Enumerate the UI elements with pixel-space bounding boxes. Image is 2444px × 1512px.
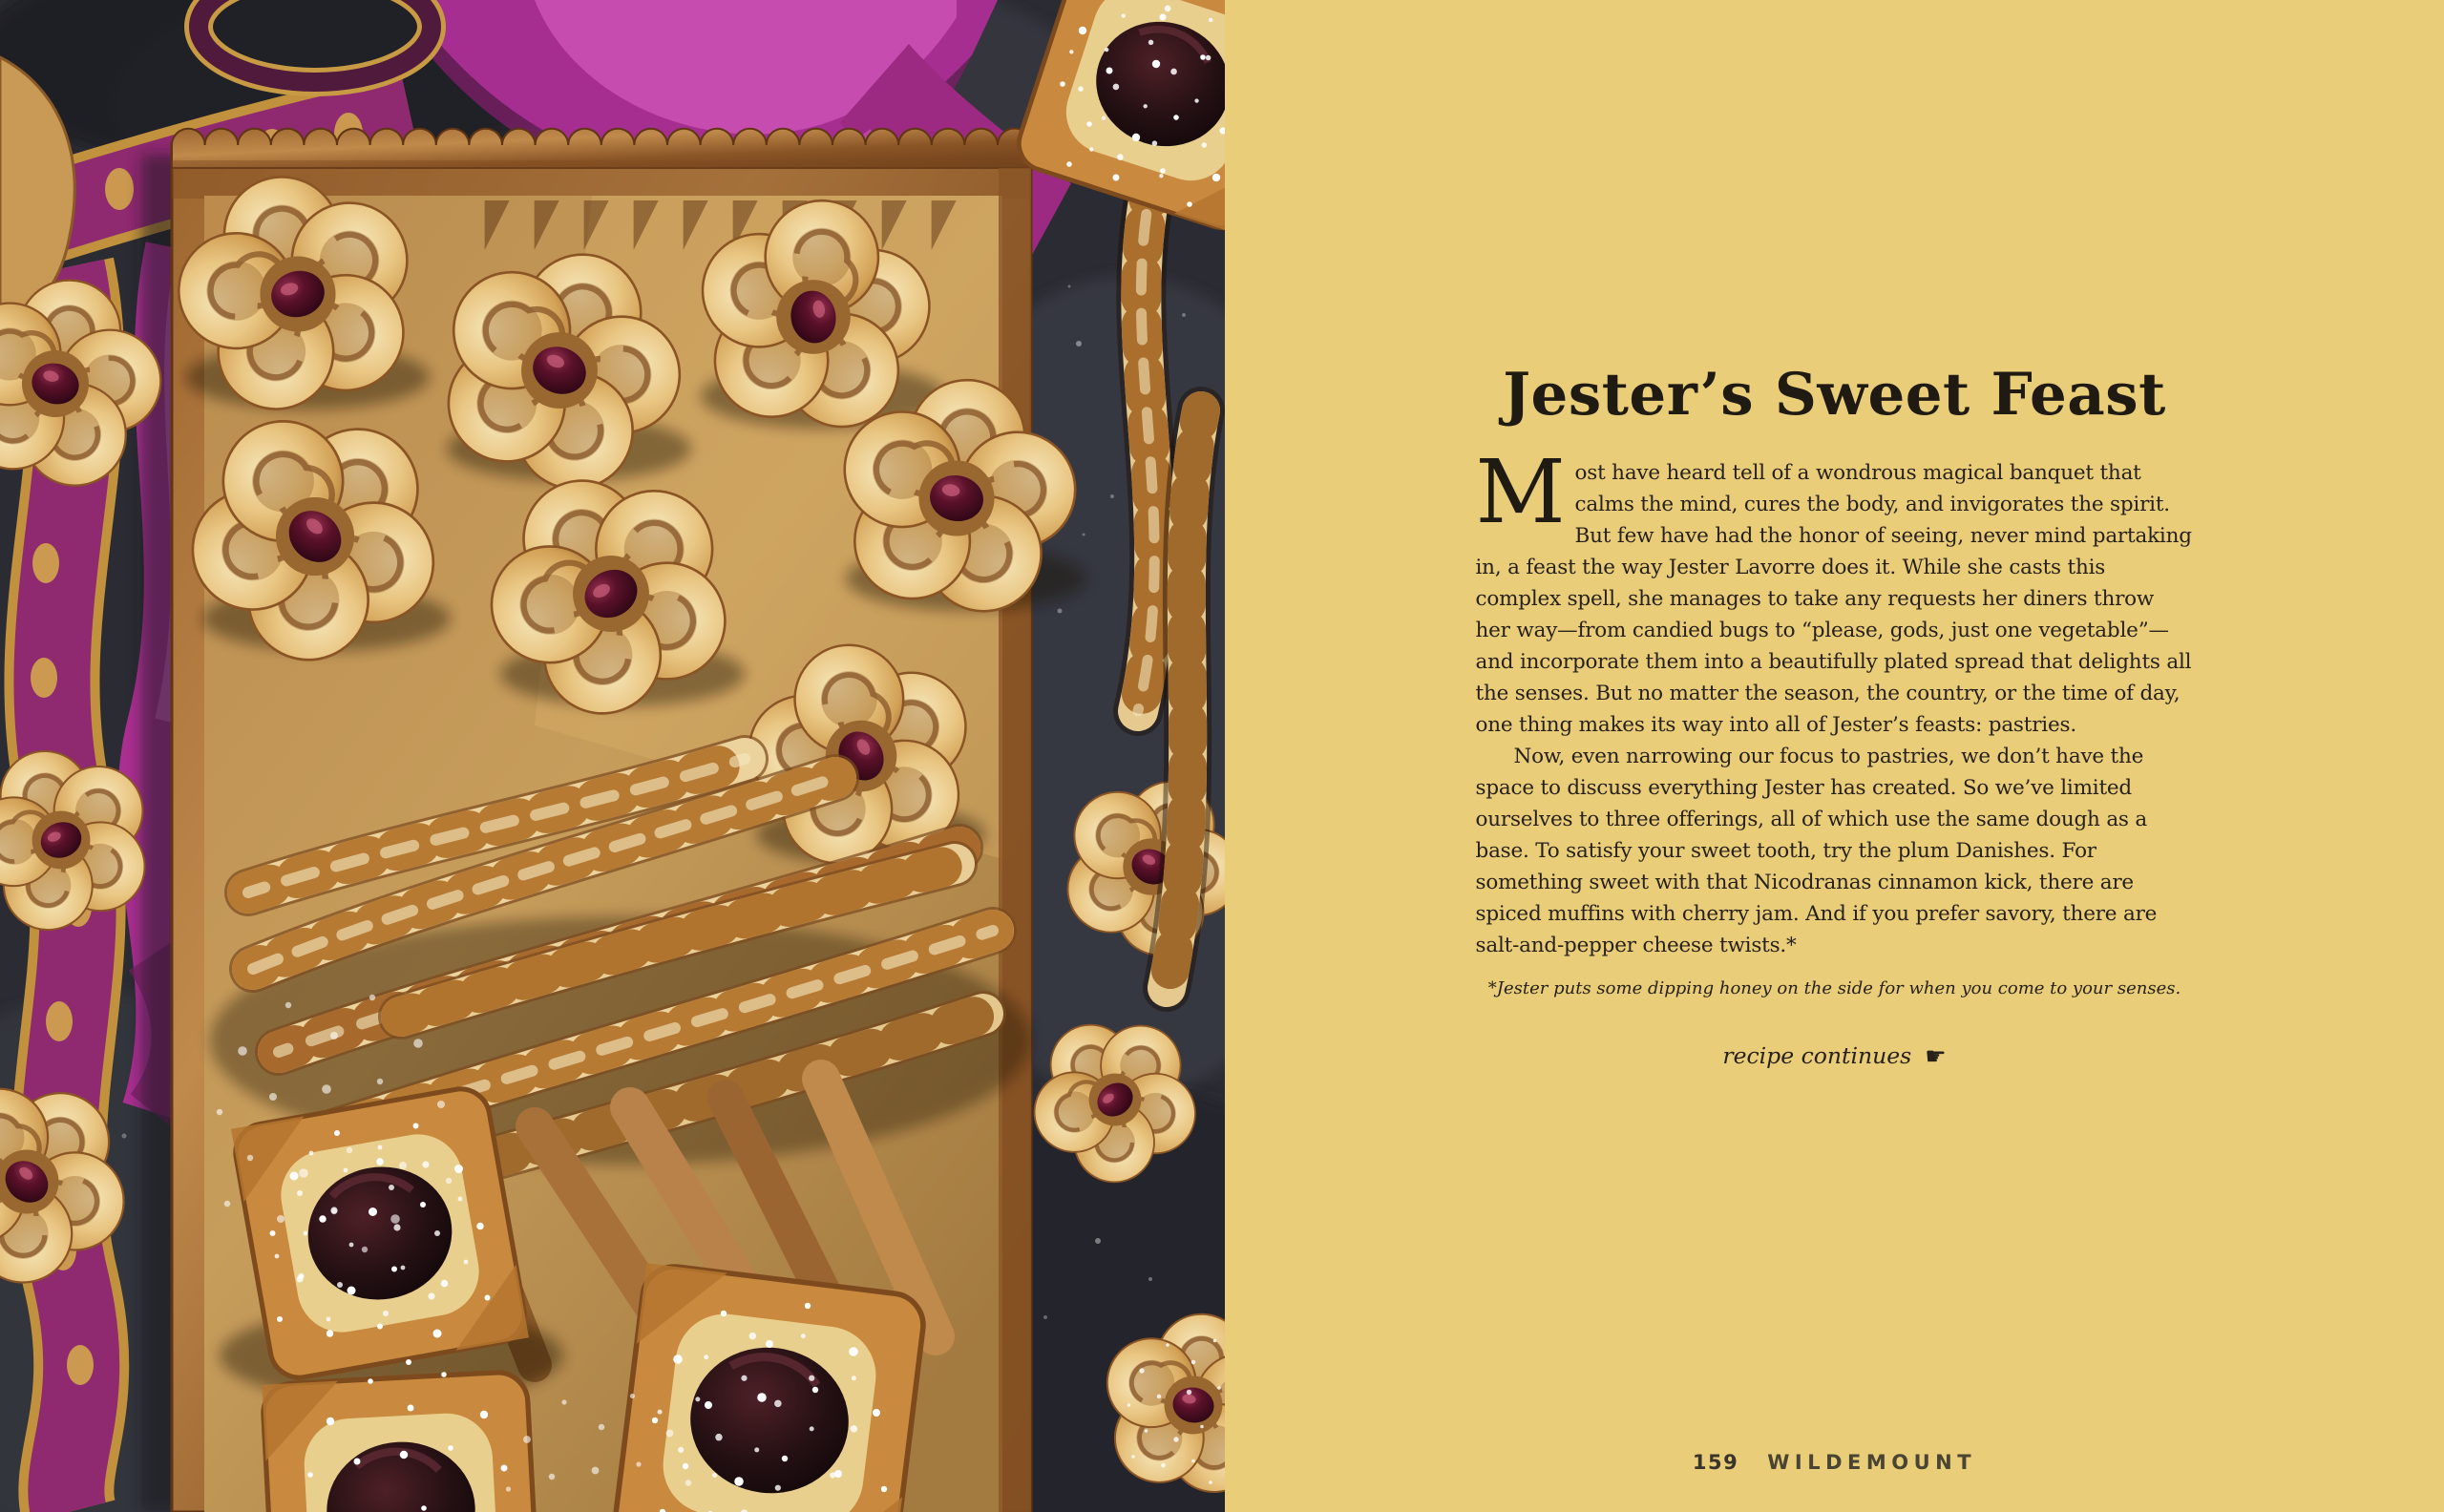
intro-paragraph-1-text: ost have heard tell of a wondrous magical banquet that calms the mind, cures the body, and invigorates the spirit. But few have had the honor of seeing, never mind partaking in, a feast the way Jester Lavorre does it. While she casts this complex spell, she manages to take any requests her diners throw her way—from candied bugs to “please, gods, just one vegetable”—and incorporate them into a beautifully plated spread that delights all the senses. But no matter the season, the country, or the time of day, one thing makes its way into all of Jester’s feasts: pastries. (1475, 461, 2192, 737)
manicule-right-icon: ☛ (1925, 1042, 1947, 1070)
footnote: *Jester puts some dipping honey on the side for when you come to your senses. (1487, 978, 2181, 998)
recipe-continues-label: recipe continues (1722, 1042, 1912, 1069)
page-number: 159 (1692, 1451, 1739, 1474)
drop-cap: M (1475, 441, 1566, 543)
recipe-continues (1476, 1042, 2194, 1070)
page-footer (1225, 1451, 2444, 1474)
page-content (1476, 361, 2194, 1070)
intro-paragraph-1 (1475, 441, 2194, 741)
page-title: Jester’s Sweet Feast (1503, 361, 2166, 429)
intro-paragraph-2: Now, even narrowing our focus to pastries, we don’t have the space to discuss everything Jester has created. So we’ve limited ourselves to three offerings, all of which use the same dough as a base. To satisfy your sweet tooth, try the plum Danishes. For something sweet with that Nicodranas cinnamon kick, there are spiced muffins with cherry jam. And if you prefer savory, there are salt-and-pepper cheese twists.* (1475, 745, 2158, 957)
recipe-intro-page (1225, 0, 2444, 1512)
intro-body (1475, 441, 2194, 961)
section-label: WILDEMOUNT (1767, 1451, 1977, 1474)
